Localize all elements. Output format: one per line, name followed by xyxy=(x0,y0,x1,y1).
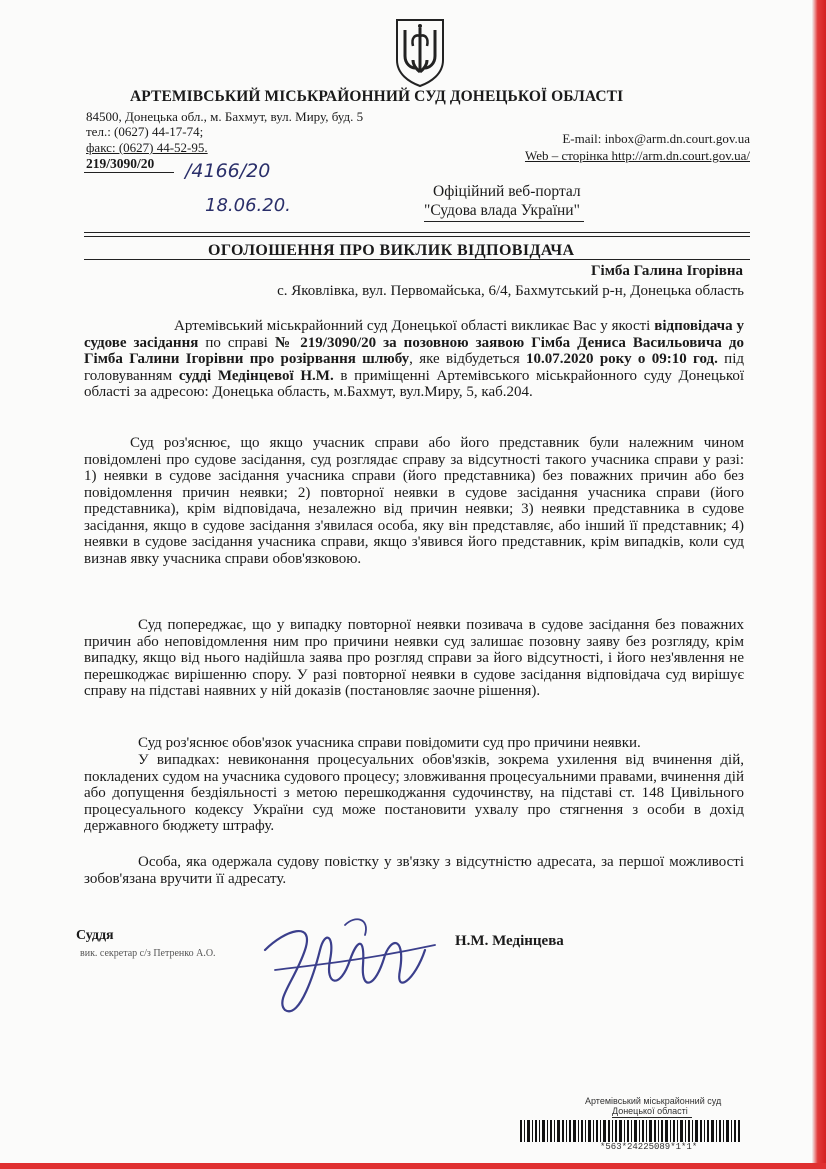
paragraph-penalties: У випадках: невиконання процесуальних обов'язків, зокрема ухилення від вчинення дій, покладених судом на учасника судового процесу; зловживання процесуальними правами, вчинення дій або допущення бездіяльності з метою перешкоджання судочинству, на підставі ст. 148 Цивільного процесуального кодексу України суд може постановити ухвалу про стягнення з особи в дохід державного бюджету штрафу. xyxy=(84,752,744,834)
portal-label: Офіційний веб-портал xyxy=(433,183,581,200)
recipient-address: с. Яковлівка, вул. Первомайська, 6/4, Бахмутський р-н, Донецька область xyxy=(277,283,744,299)
secretary-note: вик. секретар с/з Петренко А.О. xyxy=(80,948,216,959)
summons-location: в приміщенні Артемівського міськрайонного суду Донецької області за адресою: Донецька область, м.Бахмут, вул.Миру, 5, каб.204. xyxy=(84,367,745,400)
summons-role: відповідача у судове засідання xyxy=(84,318,744,351)
court-title: АРТЕМІВСЬКИЙ МІСЬКРАЙОННИЙ СУД ДОНЕЦЬКОЇ ОБЛАСТІ xyxy=(130,88,624,105)
summons-text: , яке відбудеться xyxy=(409,351,527,367)
paragraph-warning: Суд попереджає, що у випадку повторної неявки позивача в судове засідання без поважних причин або неповідомлення ним про причини неявки суд залишає позовну заяву без розгляду, крім випадку, якщо від нього надійшла заява про розгляд справи за його відсутності, і його нез'явлення не перешкоджає вирішенню спору. У разі повторної неявки в судове засідання відповідача суд вирішує справу на підставі наявних у ній доказів (постановляє заочне рішення). xyxy=(84,617,744,699)
court-phone: тел.: (0627) 44-17-74; xyxy=(86,124,204,139)
barcode-number: *563*24225089*1*1* xyxy=(600,1142,698,1152)
divider xyxy=(84,259,750,260)
paragraph-duty: Суд роз'яснює обов'язок учасника справи повідомити суд про причини неявки. xyxy=(138,735,641,751)
divider xyxy=(612,1117,692,1118)
divider xyxy=(84,172,174,173)
summons-text: Артемівський міськрайонний суд Донецької області викликає Вас у якості xyxy=(174,318,655,334)
divider xyxy=(424,221,584,222)
court-fax: факс: (0627) 44-52-95. xyxy=(86,140,208,155)
barcode-image xyxy=(520,1120,740,1142)
judge-label: Суддя xyxy=(76,928,114,943)
summons-text: по справі xyxy=(198,334,275,351)
divider xyxy=(84,236,750,237)
paragraph-summons xyxy=(84,318,744,401)
court-email: E-mail: inbox@arm.dn.court.gov.ua xyxy=(562,131,750,146)
page-edge-bottom xyxy=(0,1163,826,1169)
paragraph-absence-rules: Суд роз'яснює, що якщо учасник справи або його представник були належним чином повідомлені про судове засідання, суд розглядає справу за відсутності такого учасника справи у разі: 1) неявки в судове засідання учасника справи (його представника) без поважних причин або без повідомлення причин неявки; 2) повторної неявки в судове засідання учасника справи (його представника), крім відповідача, незалежно від причин неявки; 3) неявки представника в судове засідання, якщо в судове засідання з'явилася особа, яку він представляє, або інший її представник; 4) неявки в судове засідання учасника справи, якщо з'явився його представник, крім випадків, коли суд визнав явку учасника справи обов'язковою. xyxy=(84,435,744,567)
paragraph-delivery: Особа, яка одержала судову повістку у зв'язку з відсутністю адресата, за першої можливості зобов'язана вручити її адресату. xyxy=(84,854,744,887)
court-address: 84500, Донецька обл., м. Бахмут, вул. Миру, буд. 5 xyxy=(86,109,364,124)
signature-image xyxy=(245,910,445,1020)
judge-name: Н.М. Медінцева xyxy=(455,933,564,949)
summons-text: під головуванням xyxy=(84,351,744,384)
court-website-link[interactable]: Web – сторінка http://arm.dn.court.gov.ua/ xyxy=(524,148,750,163)
announcement-title: ОГОЛОШЕННЯ ПРО ВИКЛИК ВІДПОВІДАЧА xyxy=(208,242,575,259)
summons-judge: судді Медінцевої Н.М. xyxy=(178,367,334,384)
summons-datetime: 10.07.2020 року о 09:10 год. xyxy=(526,351,718,367)
stamp-region: Донецької області xyxy=(612,1106,688,1116)
handwritten-reference: /4166/20 xyxy=(185,160,271,182)
stamp-court-name: Артемівський міськрайонний суд xyxy=(585,1096,722,1106)
page-edge-right xyxy=(812,0,826,1169)
summons-case: № 219/3090/20 за позовною заявою Гімба Дениса Васильовича до Гімба Галини Ігорівни про розірвання шлюбу xyxy=(84,334,744,367)
case-number: 219/3090/20 xyxy=(86,156,155,171)
portal-name: "Судова влада України" xyxy=(424,202,580,219)
handwritten-date: 18.06.20. xyxy=(205,195,291,216)
divider xyxy=(84,232,750,233)
recipient-name: Гімба Галина Ігорівна xyxy=(590,263,743,279)
coat-of-arms-icon xyxy=(391,16,449,88)
